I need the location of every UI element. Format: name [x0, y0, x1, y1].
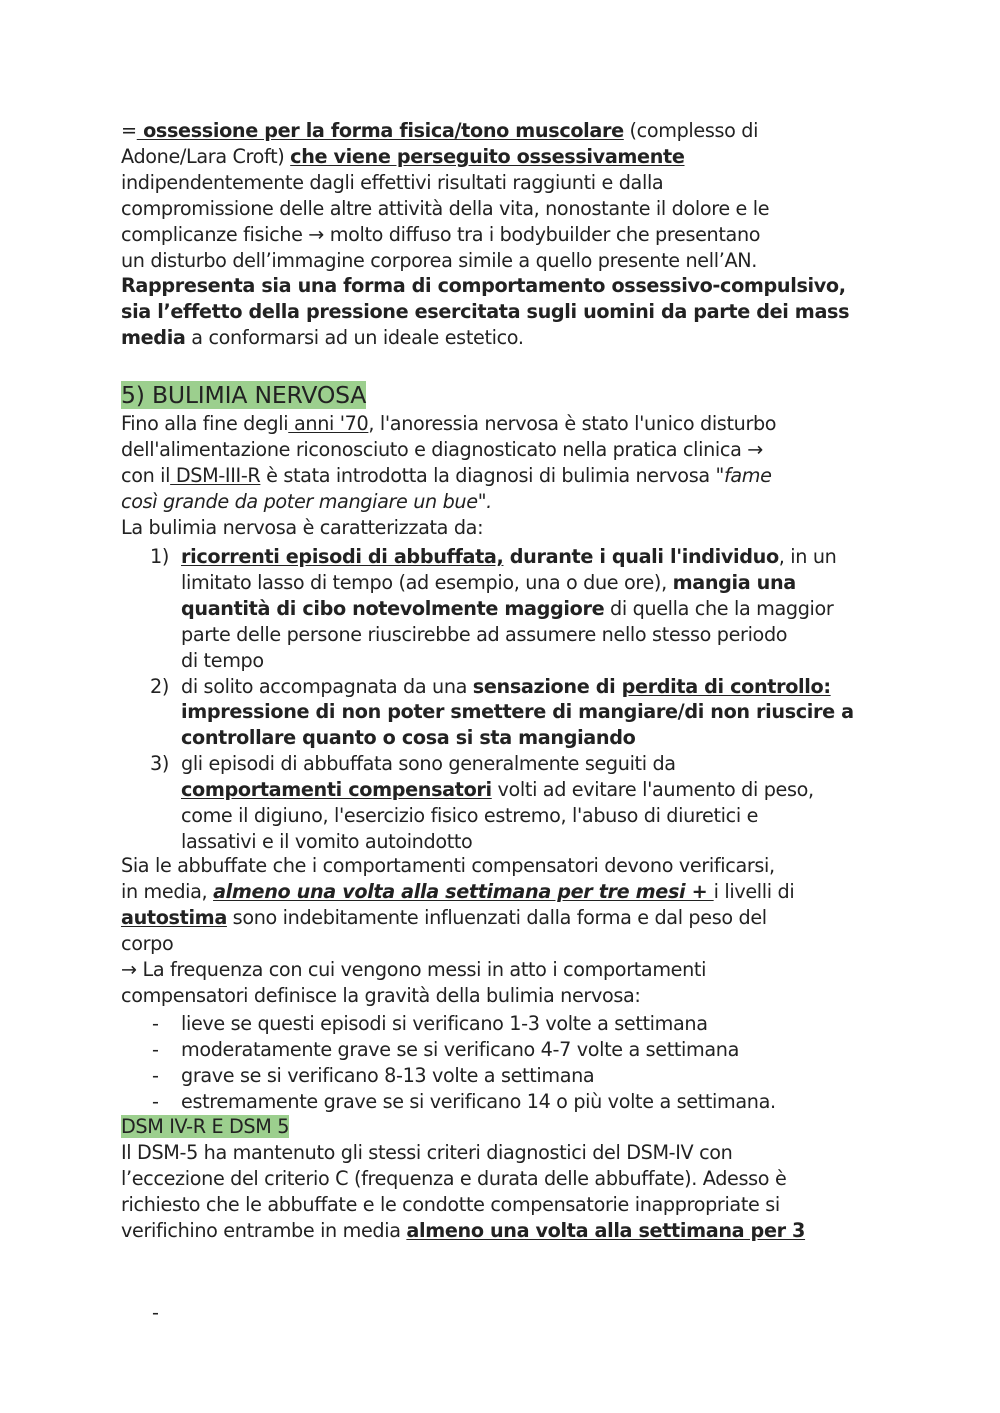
intro-line-5: complicanze fisiche → molto diffuso tra i bodybuilder che presentano [121, 222, 761, 246]
criteria-item-3: 3) gli episodi di abbuffata sono generalmente seguiti da comportamenti compensatori volti ad evitare l'aumento di peso, come il digiuno, l'esercizio fisico estremo, l'abuso di diuretici e lassativi e il vomito autoindotto [150, 752, 814, 853]
bulimia-line-1: Fino alla fine degli anni '70, l'anoressia nervosa è stato l'unico disturbo [121, 412, 777, 435]
intro-line-4: compromissione delle altre attività della vita, nonostante il dolore e le [121, 196, 770, 220]
intro-line-6: un disturbo dell’immagine corporea simile a quello presente nell’AN. [121, 248, 757, 272]
severity-item: - grave se si verificano 8-13 volte a settimana [152, 1063, 595, 1087]
severity-item: - moderatamente grave se si verificano 4-7 volte a settimana [152, 1037, 740, 1061]
bulimia-line-5: La bulimia nervosa è caratterizzata da: [121, 515, 484, 539]
severity-item: - estremamente grave se si verificano 14 o più volte a settimana. [152, 1089, 776, 1113]
section-heading-bulimia: 5) BULIMIA NERVOSA [121, 381, 367, 409]
list-marker: 2) [150, 674, 169, 698]
severity-list [150, 1011, 776, 1115]
list-marker: - [152, 1037, 159, 1061]
intro-line-9: media a conformarsi ad un ideale estetico. [121, 326, 524, 350]
bulimia-line-4: così grande da poter mangiare un bue". [121, 489, 492, 513]
intro-line-3: indipendentemente dagli effettivi risultati raggiunti e dalla [121, 170, 664, 194]
intro-line-2: Adone/Lara Croft) che viene perseguito ossessivamente [121, 144, 685, 168]
list-marker: 3) [150, 752, 169, 776]
criteria-list [150, 544, 854, 855]
criteria-item-1: 1) ricorrenti episodi di abbuffata, durante i quali l'individuo, in un limitato lasso di tempo (ad esempio, una o due ore), mangia una quantità di cibo notevolmente maggiore di quella che la maggior parte delle persone riuscirebbe ad assumere nello stesso periodo di tempo [150, 545, 837, 672]
list-marker: - [152, 1012, 159, 1035]
criteria-item-2: 2) di solito accompagnata da una sensazione di perdita di controllo: impressione di non poter smettere di mangiare/di non riuscire a controllare quanto o cosa si sta mangiando [150, 674, 854, 750]
list-marker: 1) [150, 545, 169, 568]
dsm-paragraph: Il DSM-5 ha mantenuto gli stessi criteri diagnostici del DSM-IV con l’eccezione del criterio C (frequenza e durata delle abbuffate). Adesso è richiesto che le abbuffate e le condotte compensatorie inappropriate si verifichino entrambe in media almeno una volta alla settimana per 3 [121, 1141, 806, 1242]
frequency-paragraph: Sia le abbuffate che i comportamenti compensatori devono verificarsi, in media, almeno una volta alla settimana per tre mesi + i livelli di autostima sono indebitamente influenzati dalla forma e dal peso del corpo → La frequenza con cui vengono messi in atto i comportamenti compensatori definisce la gravità della bulimia nervosa: [121, 854, 795, 1007]
bulimia-paragraph [121, 411, 901, 541]
list-marker: - [152, 1301, 159, 1324]
section-heading-dsm: DSM IV-R E DSM 5 [121, 1115, 290, 1138]
list-marker: - [152, 1063, 159, 1087]
intro-line-7: Rappresenta sia una forma di comportamento ossessivo-compulsivo, [121, 274, 846, 298]
intro-line-8: sia l’effetto della pressione esercitata sugli uomini da parte dei mass [121, 300, 850, 324]
list-marker: - [152, 1089, 159, 1113]
intro-paragraph [121, 118, 901, 351]
intro-line-1: = ossessione per la forma fisica/tono muscolare (complesso di [121, 119, 759, 142]
bulimia-line-3: con il DSM-III-R è stata introdotta la diagnosi di bulimia nervosa "fame [121, 463, 772, 487]
severity-item: - lieve se questi episodi si verificano 1-3 volte a settimana [152, 1012, 708, 1035]
bulimia-line-2: dell'alimentazione riconosciuto e diagnosticato nella pratica clinica → [121, 437, 763, 461]
